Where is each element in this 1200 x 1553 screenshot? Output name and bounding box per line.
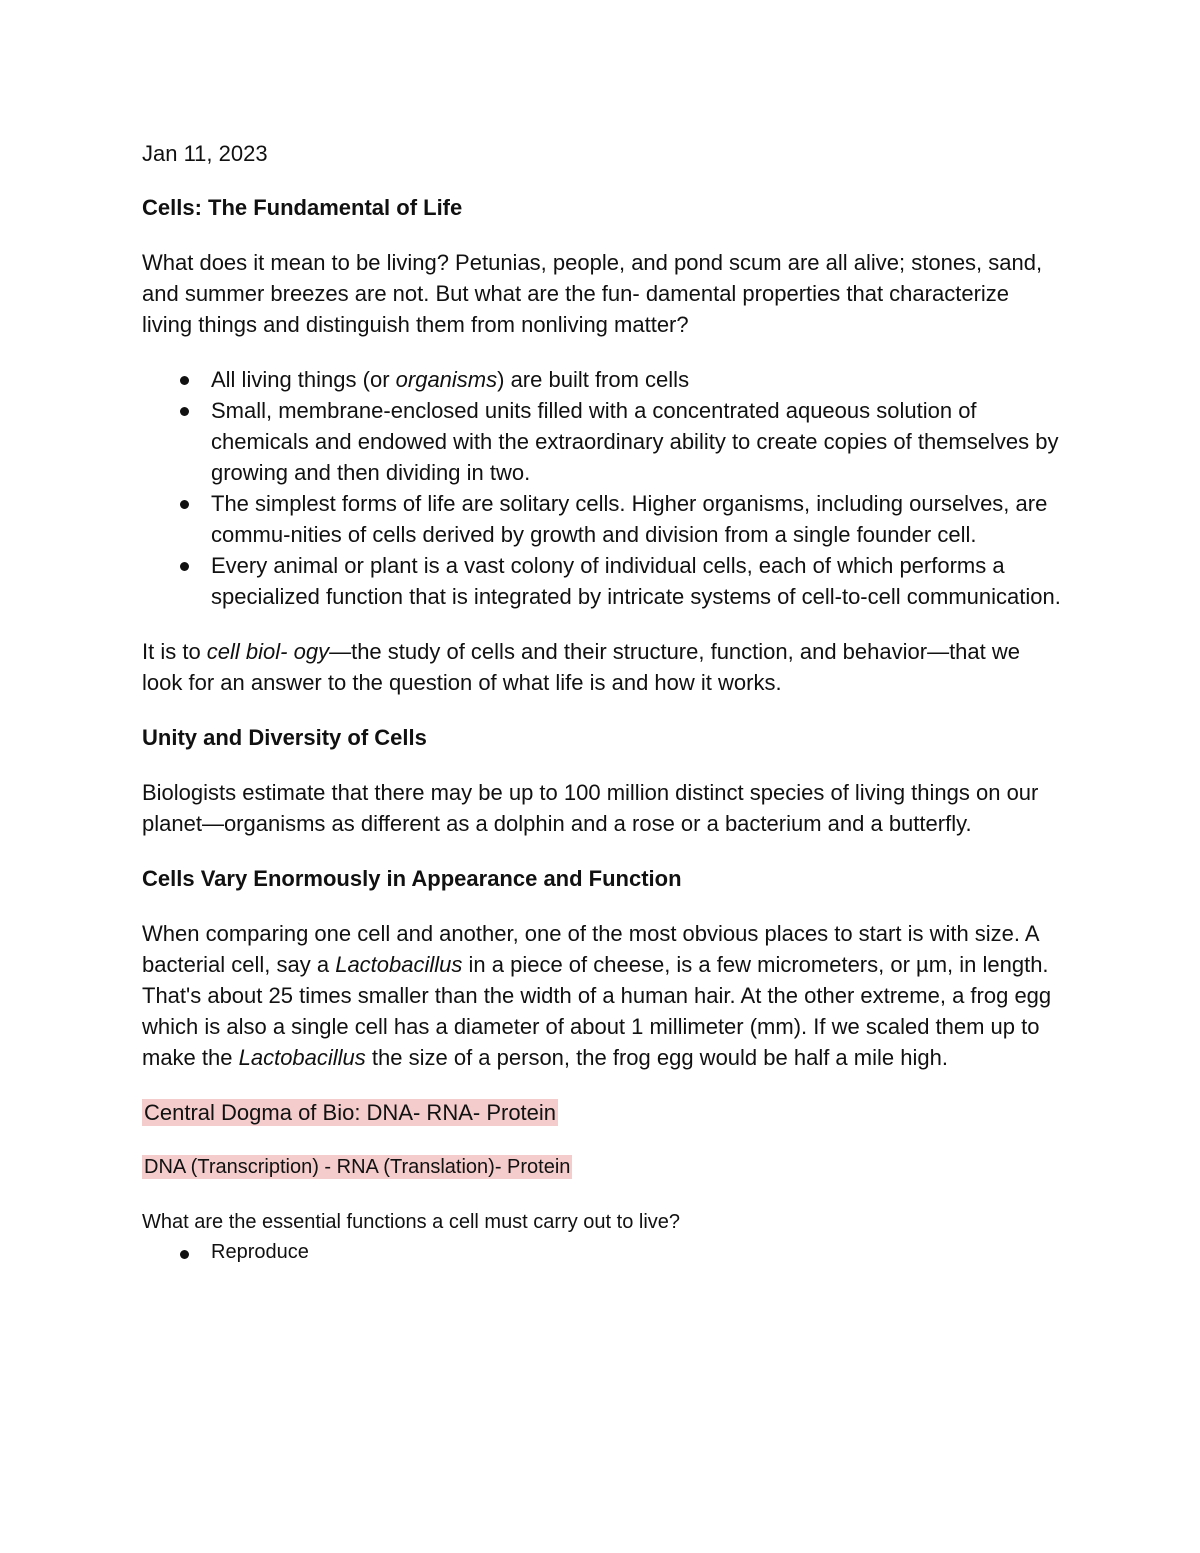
list-item: Every animal or plant is a vast colony of individual cells, each of which performs a specialized function that is integrated by intricate systems of cell-to-cell communication. (142, 550, 1062, 612)
list-item: All living things (or organisms) are built from cells (142, 364, 1062, 395)
document-content (142, 138, 1062, 1267)
cell-biology-paragraph: It is to cell biol- ogy—the study of cells and their structure, function, and behavior—that we look for an answer to the question of what life is and how it works. (142, 639, 1021, 695)
intro-paragraph: What does it mean to be living? Petunias, people, and pond scum are all alive; stones, sand, and summer breezes are not. But what are the fun- damental properties that characterize living things and distinguish them from nonliving matter? (142, 250, 1043, 337)
diversity-paragraph: Biologists estimate that there may be up to 100 million distinct species of living things on our planet—organisms as different as a dolphin and a rose or a bacterium and a butterfly. (142, 780, 1039, 836)
size-paragraph: When comparing one cell and another, one of the most obvious places to start is with size. A bacterial cell, say a Lactobacillus in a piece of cheese, is a few micrometers, or µm, in length. That's about 25 times smaller than the width of a human hair. At the other extreme, a frog egg which is also a single cell has a diameter of about 1 millimeter (mm). If we scaled them up to make the Lactobacillus the size of a person, the frog egg would be half a mile high. (142, 921, 1052, 1070)
functions-question: What are the essential functions a cell must carry out to live? (142, 1211, 681, 1233)
date-line: Jan 11, 2023 (142, 141, 268, 166)
cells-bullet-list (142, 364, 1062, 612)
list-item: The simplest forms of life are solitary cells. Higher organisms, including ourselves, are commu-nities of cells derived by growth and division from a single founder cell. (142, 488, 1062, 550)
list-item: Small, membrane-enclosed units filled with a concentrated aqueous solution of chemicals and endowed with the extraordinary ability to create copies of themselves by growing and then dividing in two. (142, 395, 1062, 488)
list-item: Reproduce (142, 1238, 1062, 1267)
central-dogma-line (142, 1097, 1062, 1128)
functions-bullet-list (142, 1238, 1062, 1267)
section-heading-cells: Cells: The Fundamental of Life (142, 195, 463, 220)
highlighted-text: DNA (Transcription) - RNA (Translation)- Protein (144, 1156, 571, 1178)
highlighted-text: Central Dogma of Bio: DNA- RNA- Protein (144, 1100, 557, 1125)
section-heading-appearance: Cells Vary Enormously in Appearance and Function (142, 866, 682, 891)
section-heading-unity: Unity and Diversity of Cells (142, 725, 427, 750)
transcription-flow-line (142, 1152, 1062, 1183)
